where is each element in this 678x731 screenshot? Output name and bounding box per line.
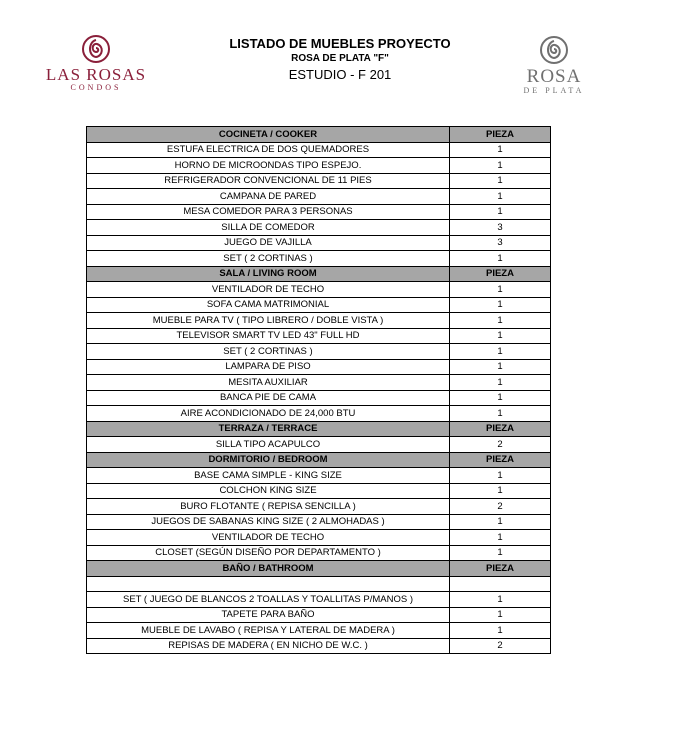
table-row xyxy=(87,282,551,298)
table-row xyxy=(87,344,551,360)
table-row xyxy=(87,592,551,608)
table-row xyxy=(87,530,551,546)
table-row xyxy=(87,468,551,484)
item-description: MESITA AUXILIAR xyxy=(87,375,450,391)
table-row xyxy=(87,204,551,220)
table-row xyxy=(87,623,551,639)
item-description: HORNO DE MICROONDAS TIPO ESPEJO. xyxy=(87,158,450,174)
item-description: SET ( 2 CORTINAS ) xyxy=(87,344,450,360)
item-description: REPISAS DE MADERA ( EN NICHO DE W.C. ) xyxy=(87,638,450,654)
document-header xyxy=(190,36,490,83)
item-quantity: 2 xyxy=(450,499,551,515)
section-title: COCINETA / COOKER xyxy=(87,127,450,143)
rose-icon xyxy=(81,34,111,64)
item-description: CLOSET (SEGÚN DISEÑO POR DEPARTAMENTO ) xyxy=(87,545,450,561)
item-description: AIRE ACONDICIONADO DE 24,000 BTU xyxy=(87,406,450,422)
qty-column-header: PIEZA xyxy=(450,421,551,437)
item-description: ESTUFA ELECTRICA DE DOS QUEMADORES xyxy=(87,142,450,158)
item-quantity: 1 xyxy=(450,173,551,189)
table-row xyxy=(87,638,551,654)
item-description: BURO FLOTANTE ( REPISA SENCILLA ) xyxy=(87,499,450,515)
logo-right-name: ROSA xyxy=(526,66,582,87)
item-quantity: 2 xyxy=(450,638,551,654)
project-name: ROSA DE PLATA "F" xyxy=(291,53,389,64)
qty-column-header: PIEZA xyxy=(450,127,551,143)
item-description: COLCHON KING SIZE xyxy=(87,483,450,499)
table-row xyxy=(87,607,551,623)
section-title: TERRAZA / TERRACE xyxy=(87,421,450,437)
document-title: LISTADO DE MUEBLES PROYECTO xyxy=(229,36,451,51)
item-description: MUEBLE PARA TV ( TIPO LIBRERO / DOBLE VISTA ) xyxy=(87,313,450,329)
table-row xyxy=(87,359,551,375)
item-description: SOFA CAMA MATRIMONIAL xyxy=(87,297,450,313)
table-row xyxy=(87,406,551,422)
item-description: BANCA PIE DE CAMA xyxy=(87,390,450,406)
item-quantity: 1 xyxy=(450,592,551,608)
table-row xyxy=(87,545,551,561)
item-quantity: 1 xyxy=(450,359,551,375)
qty-column-header: PIEZA xyxy=(450,452,551,468)
item-quantity: 1 xyxy=(450,390,551,406)
table-row xyxy=(87,390,551,406)
item-quantity: 1 xyxy=(450,483,551,499)
furniture-table xyxy=(86,126,551,654)
item-description: CAMPANA DE PARED xyxy=(87,189,450,205)
table-row xyxy=(87,437,551,453)
qty-column-header: PIEZA xyxy=(450,266,551,282)
item-quantity: 1 xyxy=(450,406,551,422)
item-quantity: 1 xyxy=(450,251,551,267)
item-quantity: 1 xyxy=(450,514,551,530)
item-quantity: 1 xyxy=(450,468,551,484)
item-quantity: 1 xyxy=(450,313,551,329)
section-header-row xyxy=(87,421,551,437)
section-header-row xyxy=(87,266,551,282)
rose-icon xyxy=(538,34,570,66)
table-row xyxy=(87,375,551,391)
item-description xyxy=(87,576,450,592)
table-row xyxy=(87,576,551,592)
rosa-de-plata-logo xyxy=(507,34,601,98)
table-row xyxy=(87,142,551,158)
item-quantity: 1 xyxy=(450,545,551,561)
item-quantity: 1 xyxy=(450,142,551,158)
table-row xyxy=(87,251,551,267)
logo-right-sub: DE PLATA xyxy=(523,86,585,95)
logo-left-sub: CONDOS xyxy=(70,83,122,92)
section-title: BAÑO / BATHROOM xyxy=(87,561,450,577)
item-quantity: 1 xyxy=(450,375,551,391)
item-quantity: 3 xyxy=(450,235,551,251)
table-row xyxy=(87,514,551,530)
logo-left-name: LAS ROSAS xyxy=(45,65,147,84)
item-quantity: 1 xyxy=(450,530,551,546)
item-quantity: 1 xyxy=(450,189,551,205)
item-quantity: 1 xyxy=(450,344,551,360)
table-row xyxy=(87,173,551,189)
item-quantity: 1 xyxy=(450,328,551,344)
table-row xyxy=(87,297,551,313)
section-title: DORMITORIO / BEDROOM xyxy=(87,452,450,468)
item-description: SET ( JUEGO DE BLANCOS 2 TOALLAS Y TOALLITAS P/MANOS ) xyxy=(87,592,450,608)
item-description: SILLA TIPO ACAPULCO xyxy=(87,437,450,453)
table-row xyxy=(87,220,551,236)
item-quantity xyxy=(450,576,551,592)
item-description: BASE CAMA SIMPLE - KING SIZE xyxy=(87,468,450,484)
unit-label: ESTUDIO - F 201 xyxy=(288,67,392,82)
item-quantity: 1 xyxy=(450,282,551,298)
item-quantity: 3 xyxy=(450,220,551,236)
item-description: LAMPARA DE PISO xyxy=(87,359,450,375)
las-rosas-logo xyxy=(42,34,150,94)
item-description: MESA COMEDOR PARA 3 PERSONAS xyxy=(87,204,450,220)
item-quantity: 1 xyxy=(450,623,551,639)
section-header-row xyxy=(87,452,551,468)
table-row xyxy=(87,499,551,515)
table-row xyxy=(87,483,551,499)
table-row xyxy=(87,313,551,329)
item-quantity: 2 xyxy=(450,437,551,453)
item-description: TAPETE PARA BAÑO xyxy=(87,607,450,623)
table-row xyxy=(87,235,551,251)
item-description: VENTILADOR DE TECHO xyxy=(87,530,450,546)
table-row xyxy=(87,158,551,174)
section-title: SALA / LIVING ROOM xyxy=(87,266,450,282)
item-description: MUEBLE DE LAVABO ( REPISA Y LATERAL DE MADERA ) xyxy=(87,623,450,639)
item-description: JUEGOS DE SABANAS KING SIZE ( 2 ALMOHADAS ) xyxy=(87,514,450,530)
item-description: JUEGO DE VAJILLA xyxy=(87,235,450,251)
item-description: SILLA DE COMEDOR xyxy=(87,220,450,236)
section-header-row xyxy=(87,561,551,577)
item-quantity: 1 xyxy=(450,297,551,313)
table-row xyxy=(87,189,551,205)
item-quantity: 1 xyxy=(450,607,551,623)
table-row xyxy=(87,328,551,344)
item-quantity: 1 xyxy=(450,158,551,174)
item-description: SET ( 2 CORTINAS ) xyxy=(87,251,450,267)
item-description: REFRIGERADOR CONVENCIONAL DE 11 PIES xyxy=(87,173,450,189)
qty-column-header: PIEZA xyxy=(450,561,551,577)
item-quantity: 1 xyxy=(450,204,551,220)
item-description: TELEVISOR SMART TV LED 43" FULL HD xyxy=(87,328,450,344)
section-header-row xyxy=(87,127,551,143)
item-description: VENTILADOR DE TECHO xyxy=(87,282,450,298)
